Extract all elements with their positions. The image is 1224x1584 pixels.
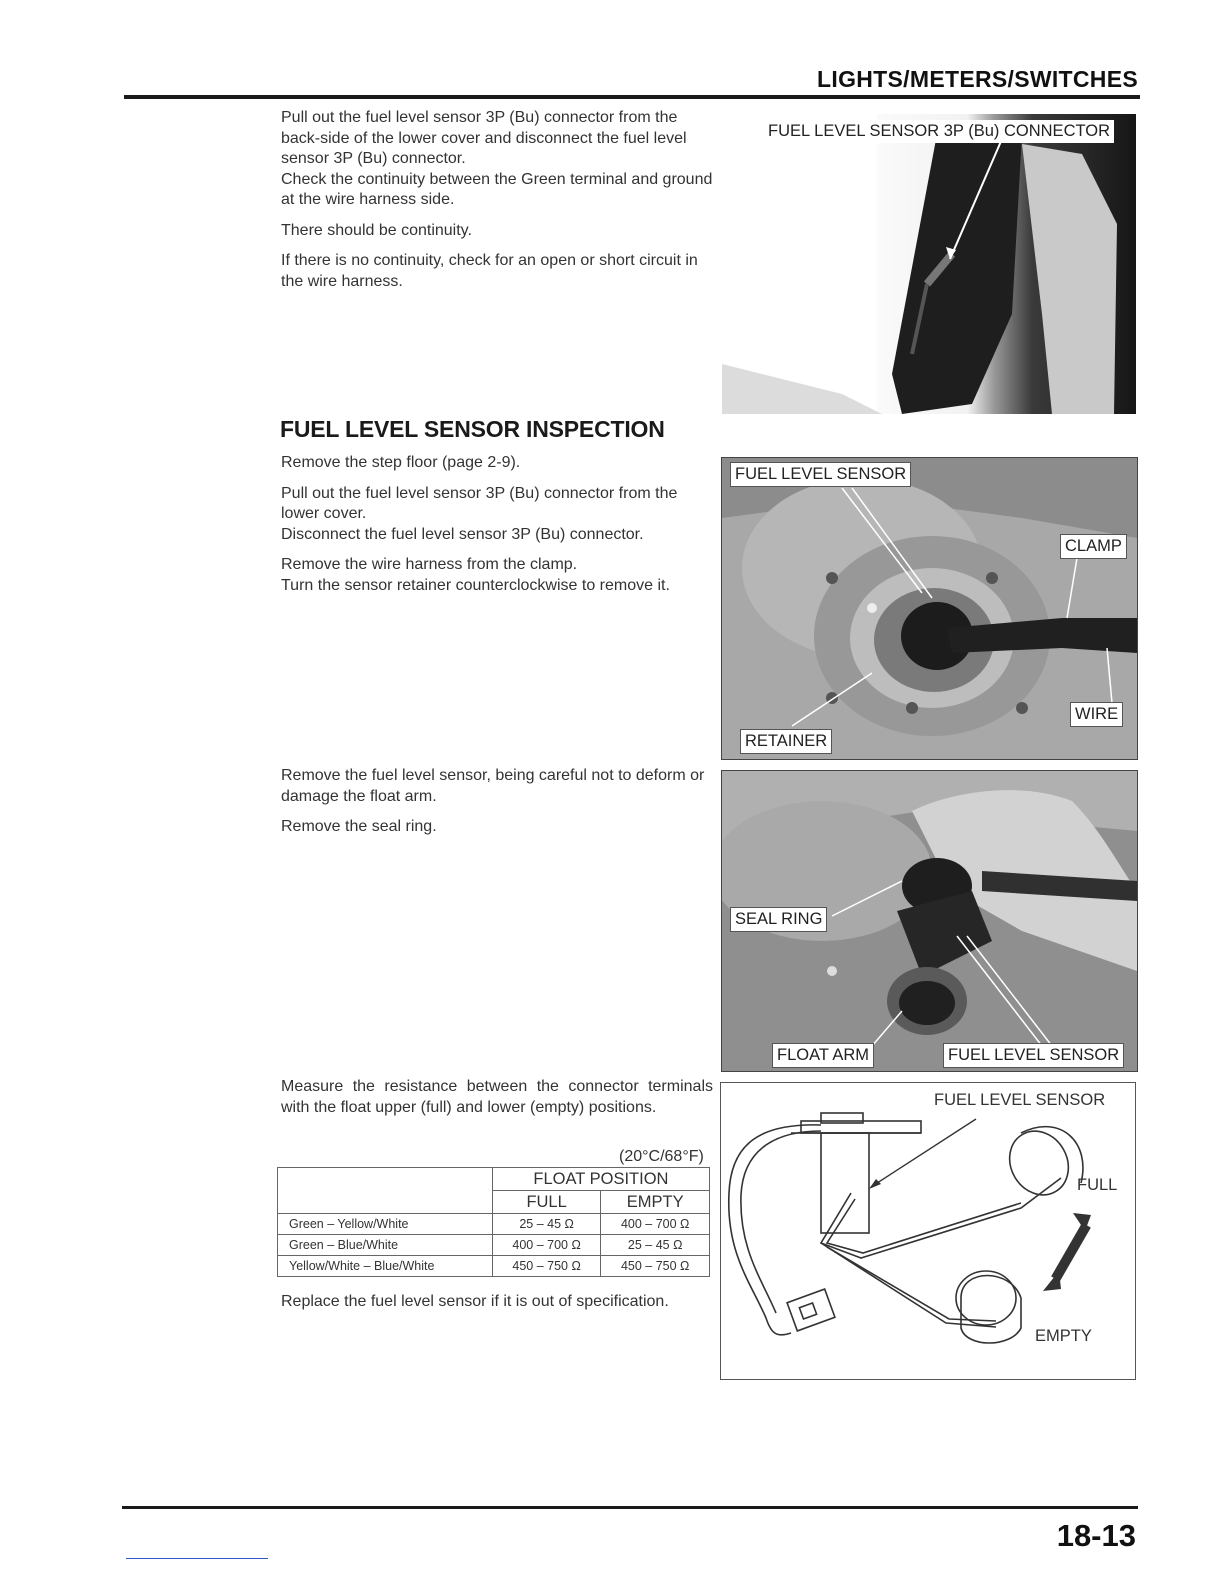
- retainer-photo: [721, 457, 1138, 760]
- row-terminals: Green – Yellow/White: [278, 1214, 493, 1235]
- inspection-steps-1: [281, 453, 713, 606]
- connector-callout: FUEL LEVEL SENSOR 3P (Bu) CONNECTOR: [764, 120, 1114, 143]
- table-row: [278, 1235, 710, 1256]
- inspection-steps-3: [281, 1077, 713, 1128]
- empty-column-header: EMPTY: [601, 1191, 710, 1214]
- intro-paragraph-1b: Check the continuity between the Green terminal and ground at the wire harness side.: [281, 170, 713, 208]
- row-full-value: 450 – 750 Ω: [492, 1256, 600, 1277]
- resistance-table: [277, 1167, 710, 1277]
- fuel-level-sensor-callout: FUEL LEVEL SENSOR: [730, 462, 911, 487]
- fuel-level-sensor-callout-2: FUEL LEVEL SENSOR: [943, 1043, 1124, 1068]
- footer-link-underline[interactable]: [126, 1558, 268, 1559]
- table-row: [278, 1256, 710, 1277]
- step-remove-floor: Remove the step floor (page 2-9).: [281, 454, 521, 471]
- temperature-note: (20°C/68°F): [619, 1148, 704, 1165]
- row-terminals: Yellow/White – Blue/White: [278, 1256, 493, 1277]
- step-measure-resistance: Measure the resistance between the connector terminals with the float upper (full) and lower (empty) positions.: [281, 1078, 713, 1116]
- full-position-label: FULL: [1077, 1176, 1118, 1194]
- row-empty-value: 400 – 700 Ω: [601, 1214, 710, 1235]
- wire-callout: WIRE: [1070, 702, 1123, 727]
- section-title: LIGHTS/METERS/SWITCHES: [817, 66, 1138, 92]
- row-terminals: Green – Blue/White: [278, 1235, 493, 1256]
- table-corner: [278, 1168, 493, 1214]
- float-position-header: FLOAT POSITION: [492, 1168, 709, 1191]
- clamp-callout: CLAMP: [1060, 534, 1127, 559]
- row-full-value: 400 – 700 Ω: [492, 1235, 600, 1256]
- retainer-callout: RETAINER: [740, 729, 832, 754]
- float-arm-callout: FLOAT ARM: [772, 1043, 874, 1068]
- full-column-header: FULL: [492, 1191, 600, 1214]
- page-number: 18-13: [1056, 1518, 1136, 1553]
- header-rule: [124, 95, 1140, 99]
- footer-rule: [122, 1506, 1138, 1509]
- float-diagram: [720, 1082, 1136, 1380]
- diagram-sensor-label: FUEL LEVEL SENSOR: [934, 1091, 1106, 1109]
- step-replace-sensor: Replace the fuel level sensor if it is out of specification.: [281, 1293, 669, 1310]
- table-row: [278, 1214, 710, 1235]
- connector-photo: [722, 114, 1136, 414]
- intro-text: [281, 108, 713, 302]
- inspection-heading: FUEL LEVEL SENSOR INSPECTION: [280, 416, 665, 442]
- intro-paragraph-2: There should be continuity.: [281, 221, 472, 239]
- step-remove-seal-ring: Remove the seal ring.: [281, 818, 437, 835]
- inspection-steps-2: [281, 766, 713, 848]
- seal-ring-callout: SEAL RING: [730, 907, 827, 932]
- row-empty-value: 450 – 750 Ω: [601, 1256, 710, 1277]
- row-empty-value: 25 – 45 Ω: [601, 1235, 710, 1256]
- step-disconnect-connector: Disconnect the fuel level sensor 3P (Bu) connector.: [281, 525, 644, 543]
- intro-paragraph-3: If there is no continuity, check for an open or short circuit in the wire harness.: [281, 252, 698, 290]
- sensor-removal-photo: [721, 770, 1138, 1072]
- inspection-steps-4: [281, 1292, 713, 1323]
- step-turn-retainer: Turn the sensor retainer counterclockwise to remove it.: [281, 576, 670, 594]
- empty-position-label: EMPTY: [1035, 1327, 1092, 1345]
- step-remove-sensor: Remove the fuel level sensor, being careful not to deform or damage the float arm.: [281, 767, 705, 805]
- step-pull-connector: Pull out the fuel level sensor 3P (Bu) connector from the lower cover.: [281, 484, 678, 522]
- step-remove-harness: Remove the wire harness from the clamp.: [281, 556, 578, 573]
- intro-paragraph-1: Pull out the fuel level sensor 3P (Bu) connector from the back-side of the lower cover and disconnect the fuel level sensor 3P (Bu) connector.: [281, 109, 687, 167]
- row-full-value: 25 – 45 Ω: [492, 1214, 600, 1235]
